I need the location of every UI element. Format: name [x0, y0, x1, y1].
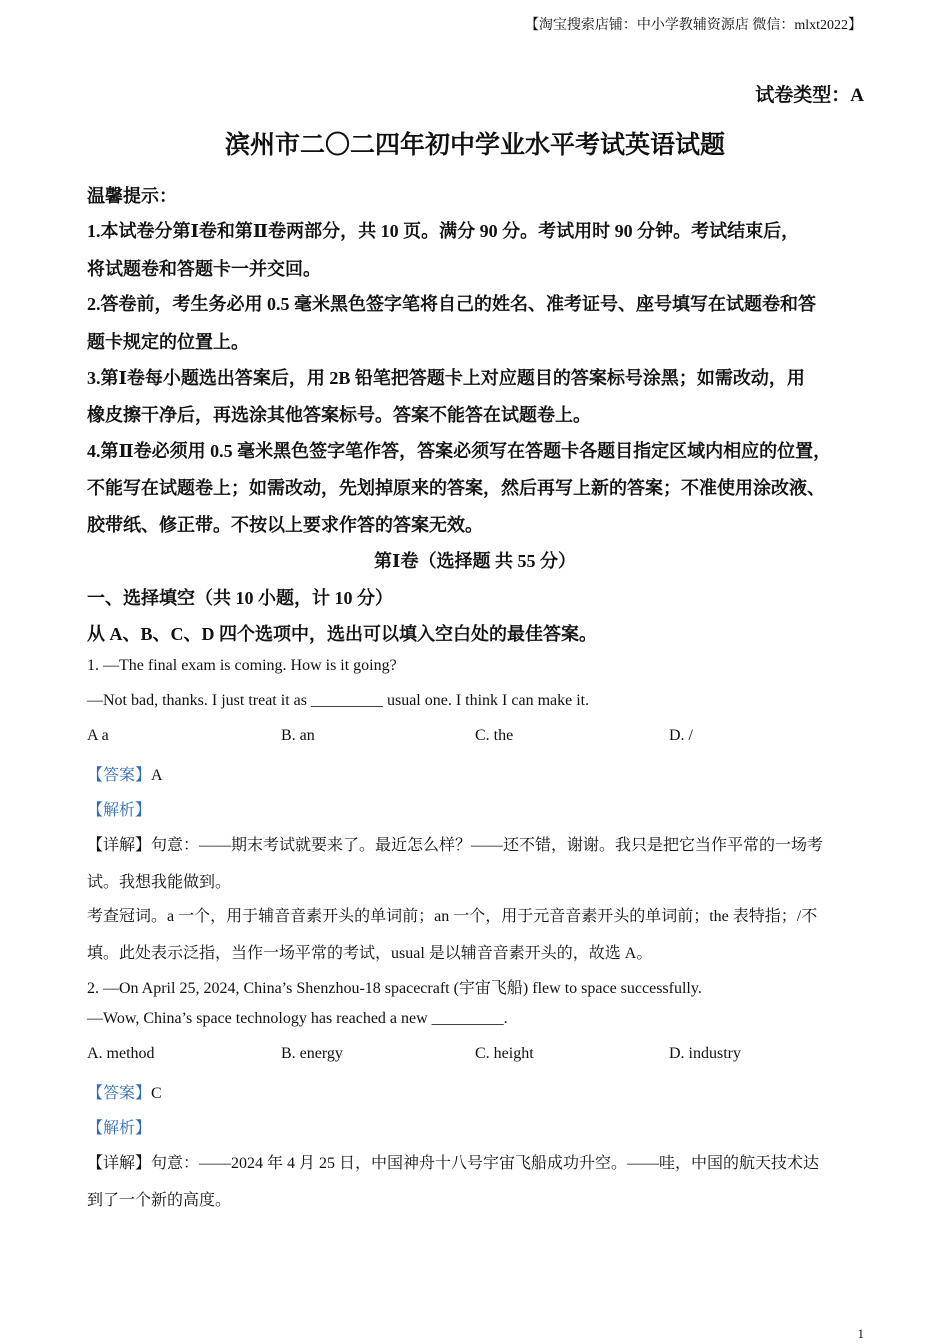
section-instruction: 从 A、B、C、D 四个选项中，选出可以填入空白处的最佳答案。 [87, 624, 598, 644]
section-heading: 一、选择填空（共 10 小题，计 10 分） [87, 588, 393, 608]
paper-type: 试卷类型：A [755, 85, 864, 106]
detail-line: 到了一个新的高度。 [87, 1192, 232, 1209]
answer-label: 【答案】 [87, 767, 152, 784]
analysis-label: 【解析】 [87, 1120, 152, 1137]
detail-line [87, 832, 823, 855]
option-d: D. / [669, 727, 693, 744]
tips-line: 1.本试卷分第Ⅰ卷和第Ⅱ卷两部分，共 10 页。满分 90 分。考试用时 90 分钟。考试结束后， [87, 221, 800, 241]
question-stem: 2. —On April 25, 2024, China’s Shenzhou-18 spacecraft (宇宙飞船) flew to space successfully. [87, 980, 702, 997]
answer-label: 【答案】 [87, 1085, 152, 1102]
answer-value: C [151, 1085, 162, 1102]
tips-line: 胶带纸、修正带。不按以上要求作答的答案无效。 [87, 515, 483, 535]
analysis-label: 【解析】 [87, 802, 152, 819]
answer-line [87, 762, 163, 785]
detail-line: 试。我想我能做到。 [87, 874, 232, 891]
tips-heading: 温馨提示： [87, 186, 177, 206]
option-c: C. height [475, 1045, 534, 1062]
tips-line: 4.第Ⅱ卷必须用 0.5 毫米黑色签字笔作答，答案必须写在答题卡各题目指定区域内相应的位置， [87, 441, 832, 461]
tips-line: 2.答卷前，考生务必用 0.5 毫米黑色签字笔将自己的姓名、准考证号、座号填写在试题卷和答 [87, 294, 816, 314]
tips-line: 橡皮擦干净后，再选涂其他答案标号。答案不能答在试题卷上。 [87, 405, 591, 425]
option-b: B. energy [281, 1045, 343, 1062]
detail-text: 句意：——期末考试就要来了。最近怎么样？——还不错，谢谢。我只是把它当作平常的一场考 [151, 837, 824, 854]
detail-line: 考查冠词。a 一个，用于辅音音素开头的单词前；an 一个，用于元音音素开头的单词前；the 表特指；/不 [87, 908, 818, 925]
detail-line [87, 1150, 819, 1173]
question-stem: 1. —The final exam is coming. How is it going? [87, 657, 397, 674]
answer-line [87, 1080, 162, 1103]
detail-text: 句意：——2024 年 4 月 25 日，中国神舟十八号宇宙飞船成功升空。——哇，中国的航天技术达 [151, 1155, 820, 1172]
question-stem: —Wow, China’s space technology has reached a new _________. [87, 1010, 508, 1027]
option-a: A. method [87, 1045, 155, 1062]
page-number: 1 [857, 1326, 864, 1341]
tips-line: 将试题卷和答题卡一并交回。 [87, 259, 321, 279]
option-b: B. an [281, 727, 315, 744]
part-title: 第Ⅰ卷（选择题 共 55 分） [374, 551, 576, 571]
tips-line: 题卡规定的位置上。 [87, 332, 249, 352]
detail-label: 【详解】 [87, 1155, 152, 1172]
tips-line: 3.第Ⅰ卷每小题选出答案后，用 2B 铅笔把答题卡上对应题目的答案标号涂黑；如需改动，用 [87, 368, 805, 388]
page-title: 滨州市二〇二四年初中学业水平考试英语试题 [224, 132, 725, 159]
shop-note: 【淘宝搜索店铺：中小学教辅资源店 微信：mlxt2022】 [524, 18, 862, 33]
detail-line: 填。此处表示泛指，当作一场平常的考试，usual 是以辅音音素开头的，故选 A。 [87, 945, 653, 962]
option-d: D. industry [669, 1045, 741, 1062]
option-c: C. the [475, 727, 514, 744]
question-stem: —Not bad, thanks. I just treat it as _________ usual one. I think I can make it. [87, 692, 590, 709]
answer-value: A [151, 767, 163, 784]
tips-line: 不能写在试题卷上；如需改动，先划掉原来的答案，然后再写上新的答案；不准使用涂改液、 [87, 478, 825, 498]
detail-label: 【详解】 [87, 837, 152, 854]
option-a: A a [87, 727, 109, 744]
